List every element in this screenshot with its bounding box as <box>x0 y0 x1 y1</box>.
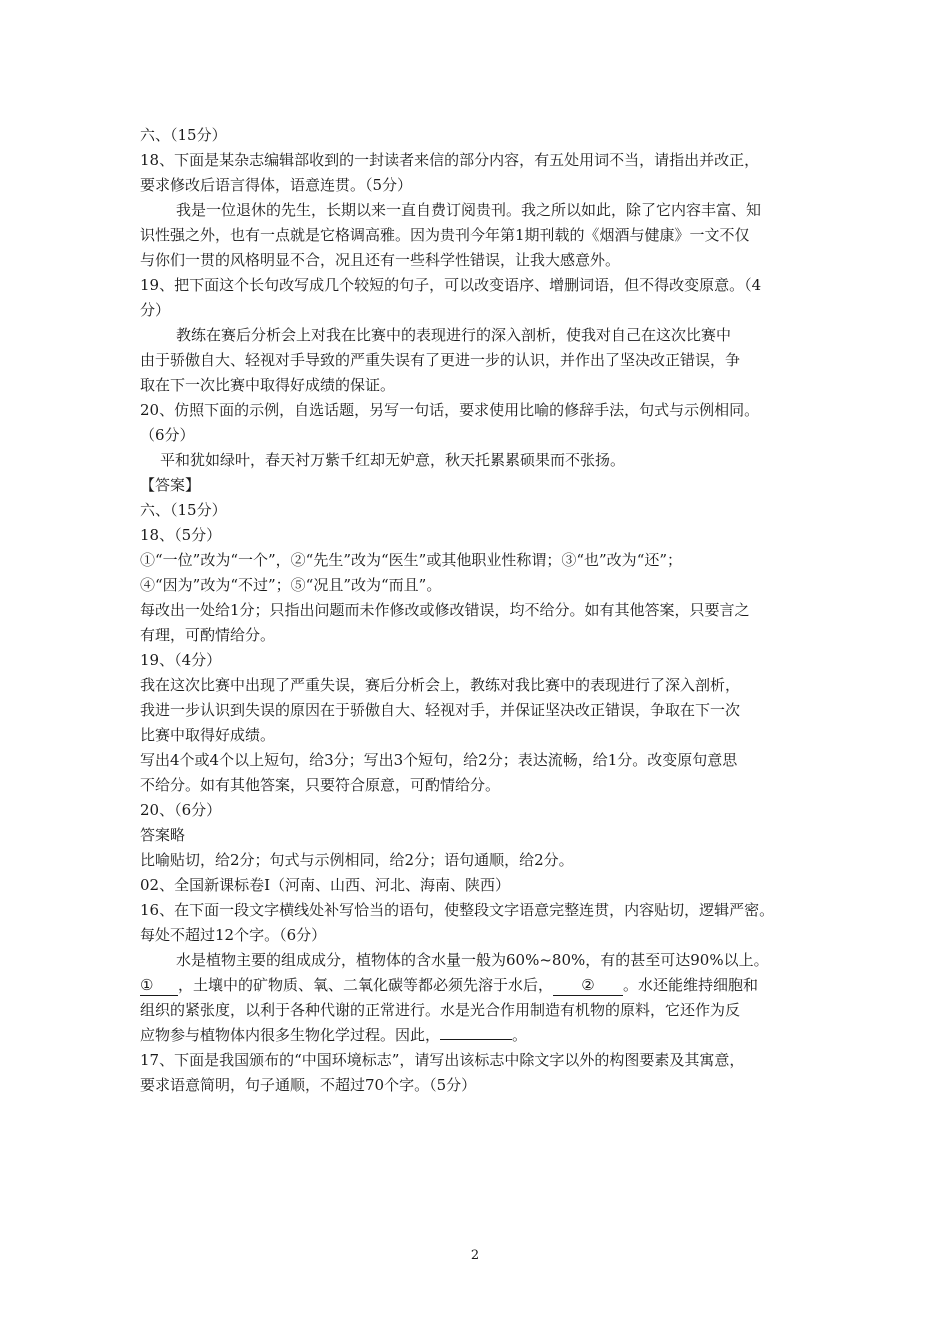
answer-section: 六、（15分） <box>140 501 227 519</box>
passage-last-line <box>140 1023 820 1048</box>
passage-blank-line <box>140 973 820 998</box>
answer-20-heading: 20、（6分） <box>140 801 222 819</box>
question-18-cont: 要求修改后语言得体，语意连贯。（5分） <box>140 176 413 194</box>
page-number: 2 <box>470 1248 480 1263</box>
passage-paragraph: 水是植物主要的组成成分，植物体的含水量一般为60%~80%，有的甚至可达90%以上。 <box>176 951 769 969</box>
letter-paragraph: 我是一位退休的先生，长期以来一直自费订阅贵刊。我之所以如此，除了它内容丰富、知 <box>176 201 762 219</box>
answer-20: 答案略 <box>140 826 186 844</box>
blank-1: ① <box>140 976 178 996</box>
question-18: 18、下面是某杂志编辑部收到的一封读者来信的部分内容，有五处用词不当，请指出并改正， <box>140 151 760 169</box>
answer-19: 我在这次比赛中出现了严重失误，赛后分析会上，教练对我比赛中的表现进行了深入剖析， <box>140 676 741 694</box>
passage-text: 应物参与植物体内很多生物化学过程。因此， <box>140 1026 441 1044</box>
example-sentence: 平和犹如绿叶，春天衬万紫千红却无妒意，秋天托累累硕果而不张扬。 <box>160 451 626 469</box>
passage-text: 。水还能维持细胞和 <box>623 976 759 994</box>
answer-heading: 【答案】 <box>140 476 201 494</box>
question-17: 17、下面是我国颁布的“中国环境标志”，请写出该标志中除文字以外的构图要素及其寓意， <box>140 1051 745 1069</box>
answer-18-scoring: 每改出一处给1分；只指出问题而未作修改或修改错误，均不给分。如有其他答案，只要言之 <box>140 601 750 619</box>
long-sentence-cont: 由于骄傲自大、轻视对手导致的严重失误有了更进一步的认识，并作出了坚决改正错误，争 <box>140 351 741 369</box>
exam-source-heading: 02、全国新课标卷Ⅰ（河南、山西、河北、海南、陕西） <box>140 876 511 894</box>
answer-18: ①“一位”改为“一个”，②“先生”改为“医生”或其他职业性称谓；③“也”改为“还”； <box>140 551 683 569</box>
blank-2: ② <box>553 976 623 996</box>
page-content <box>140 123 820 1098</box>
passage-text: ，土壤中的矿物质、氧、二氧化碳等都必须先溶于水后， <box>178 976 554 994</box>
answer-18-scoring-cont: 有理，可酌情给分。 <box>140 626 276 644</box>
blank-3 <box>440 1039 512 1040</box>
answer-19-cont: 我进一步认识到失误的原因在于骄傲自大、轻视对手，并保证坚决改正错误，争取在下一次 <box>140 701 741 719</box>
question-16-cont: 每处不超过12个字。（6分） <box>140 926 327 944</box>
answer-19-heading: 19、（4分） <box>140 651 222 669</box>
letter-paragraph-cont: 识性强之外，也有一点就是它格调高雅。因为贵刊今年第1期刊载的《烟酒与健康》一文不仅 <box>140 226 750 244</box>
end-punctuation: 。 <box>512 1026 528 1044</box>
answer-18-cont: ④“因为”改为“不过”；⑤“况且”改为“而且”。 <box>140 576 442 594</box>
answer-19-scoring-cont: 不给分。如有其他答案，只要符合原意，可酌情给分。 <box>140 776 501 794</box>
long-sentence-cont: 取在下一次比赛中取得好成绩的保证。 <box>140 376 396 394</box>
question-16: 16、在下面一段文字横线处补写恰当的语句，使整段文字语意完整连贯，内容贴切，逻辑严密。 <box>140 901 775 919</box>
section-heading: 六、（15分） <box>140 126 227 144</box>
question-20: 20、仿照下面的示例，自选话题，另写一句话，要求使用比喻的修辞手法，句式与示例相同。 <box>140 401 760 419</box>
question-19: 19、把下面这个长句改写成几个较短的句子，可以改变语序、增删词语，但不得改变原意。（4 <box>140 276 762 294</box>
answer-19-cont: 比赛中取得好成绩。 <box>140 726 276 744</box>
question-17-cont: 要求语意简明，句子通顺，不超过70个字。（5分） <box>140 1076 477 1094</box>
letter-paragraph-cont: 与你们一贯的风格明显不合，况且还有一些科学性错误，让我大感意外。 <box>140 251 621 269</box>
answer-18-heading: 18、（5分） <box>140 526 222 544</box>
question-19-cont: 分） <box>140 301 171 319</box>
answer-19-scoring: 写出4个或4个以上短句，给3分；写出3个短句，给2分；表达流畅，给1分。改变原句意思 <box>140 751 738 769</box>
passage-cont: 组织的紧张度，以利于各种代谢的正常进行。水是光合作用制造有机物的原料，它还作为反 <box>140 1001 741 1019</box>
answer-20-scoring: 比喻贴切，给2分；句式与示例相同，给2分；语句通顺，给2分。 <box>140 851 574 869</box>
long-sentence: 教练在赛后分析会上对我在比赛中的表现进行的深入剖析，使我对自己在这次比赛中 <box>176 326 732 344</box>
question-20-cont: （6分） <box>140 426 195 444</box>
